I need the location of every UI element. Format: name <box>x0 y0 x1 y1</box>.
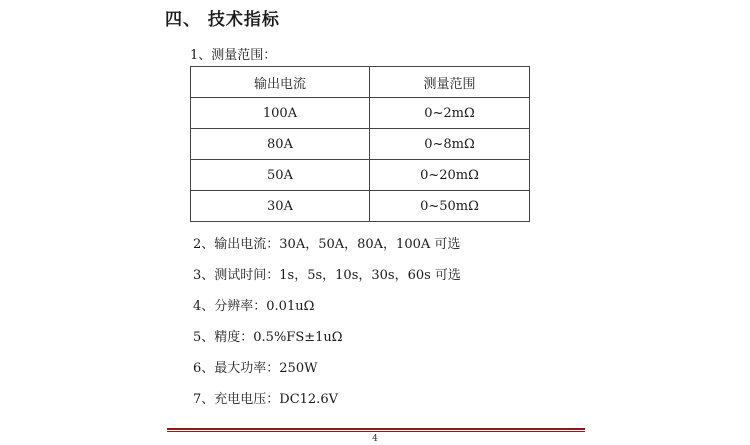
header-output-current: 输出电流 <box>191 67 370 98</box>
measure-range-caption: 1、测量范围： <box>190 48 277 63</box>
measure-range-table <box>190 66 530 222</box>
cell-current: 50A <box>191 160 370 191</box>
cell-range: 0~8mΩ <box>370 129 530 160</box>
spec-item-charge-voltage: 7、充电电压：DC12.6V <box>193 392 338 407</box>
table-row <box>191 191 530 222</box>
table-row <box>191 160 530 191</box>
footer-rule-thin <box>167 431 585 432</box>
cell-current: 80A <box>191 129 370 160</box>
cell-range: 0~20mΩ <box>370 160 530 191</box>
section-title: 四、 技术指标 <box>165 10 280 30</box>
header-measure-range: 测量范围 <box>370 67 530 98</box>
footer-rule <box>167 428 585 430</box>
table-row <box>191 98 530 129</box>
cell-range: 0~2mΩ <box>370 98 530 129</box>
spec-item-accuracy: 5、精度：0.5%FS±1uΩ <box>193 330 343 345</box>
table-header-row <box>191 67 530 98</box>
spec-item-max-power: 6、最大功率：250W <box>193 361 318 376</box>
cell-current: 30A <box>191 191 370 222</box>
table-row <box>191 129 530 160</box>
spec-item-test-time: 3、测试时间：1s，5s，10s，30s，60s 可选 <box>193 268 461 283</box>
spec-item-output-current: 2、输出电流：30A，50A，80A，100A 可选 <box>193 237 461 252</box>
spec-item-resolution: 4、分辨率：0.01uΩ <box>193 299 315 314</box>
cell-range: 0~50mΩ <box>370 191 530 222</box>
cell-current: 100A <box>191 98 370 129</box>
page-number: 4 <box>372 434 378 444</box>
